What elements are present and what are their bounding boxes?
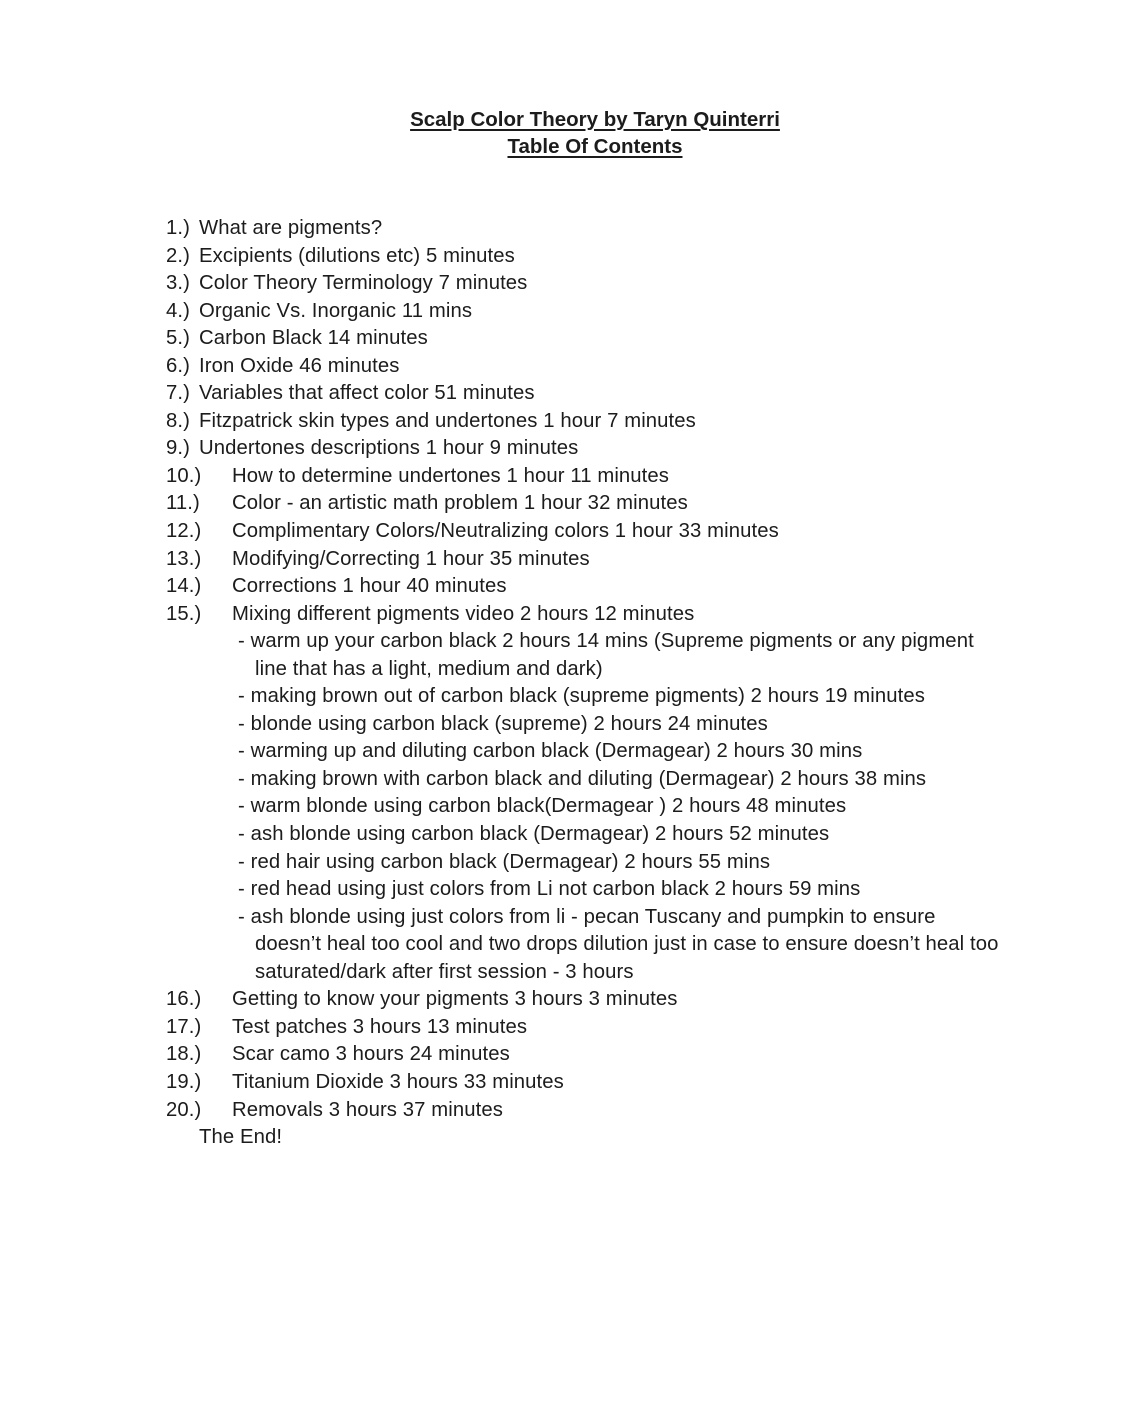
table-of-contents [166,215,1066,1152]
toc-item [166,1014,1066,1042]
toc-item [166,408,1066,436]
toc-item-text: Titanium Dioxide 3 hours 33 minutes [232,1070,564,1093]
toc-item-number: 7.) [166,382,190,405]
toc-item-text: Test patches 3 hours 13 minutes [232,1015,528,1038]
toc-item-number: 9.) [166,437,190,460]
toc-item [166,601,1066,629]
toc-subitem: - ash blonde using carbon black (Dermagear) 2 hours 52 minutes [238,823,830,846]
toc-item-text: Undertones descriptions 1 hour 9 minutes [199,437,579,460]
toc-item-text: Removals 3 hours 37 minutes [232,1098,503,1121]
toc-item-number: 4.) [166,299,190,322]
toc-subitem: - red head using just colors from Li not carbon black 2 hours 59 mins [238,878,861,901]
toc-subitem: - warming up and diluting carbon black (Dermagear) 2 hours 30 mins [238,740,863,763]
toc-subitem: - making brown with carbon black and diluting (Dermagear) 2 hours 38 mins [238,767,927,790]
toc-item [166,435,1066,463]
toc-item [166,380,1066,408]
toc-item-number: 16.) [166,988,202,1011]
toc-item [166,298,1066,326]
toc-item [166,546,1066,574]
toc-item-text: Corrections 1 hour 40 minutes [232,575,507,598]
toc-item [166,243,1066,271]
toc-item-text: Modifying/Correcting 1 hour 35 minutes [232,547,590,570]
toc-item [166,270,1066,298]
toc-item-number: 14.) [166,575,202,598]
toc-item [166,986,1066,1014]
toc-subitem: - warm blonde using carbon black(Dermagear ) 2 hours 48 minutes [238,795,847,818]
toc-item-text: Getting to know your pigments 3 hours 3 minutes [232,988,678,1011]
document-subtitle: Table Of Contents [507,135,683,158]
toc-item-number: 3.) [166,272,190,295]
toc-item-number: 19.) [166,1070,202,1093]
toc-item-text: Complimentary Colors/Neutralizing colors 1 hour 33 minutes [232,520,779,543]
toc-item [166,573,1066,601]
toc-item-text: How to determine undertones 1 hour 11 minutes [232,464,670,487]
toc-item [166,1041,1066,1069]
toc-item-text: Color Theory Terminology 7 minutes [199,272,528,295]
toc-item-text: Variables that affect color 51 minutes [199,382,535,405]
toc-item-number: 1.) [166,217,190,239]
toc-item-text: Scar camo 3 hours 24 minutes [232,1043,510,1066]
toc-subitem-continuation: doesn’t heal too cool and two drops dilution just in case to ensure doesn’t heal too [255,933,999,956]
toc-subitem-continuation: line that has a light, medium and dark) [255,657,603,680]
toc-item-number: 15.) [166,602,202,625]
toc-item-text: What are pigments? [199,217,383,239]
toc-item-text: Fitzpatrick skin types and undertones 1 hour 7 minutes [199,409,696,432]
toc-item [166,325,1066,353]
toc-subitem: - blonde using carbon black (supreme) 2 hours 24 minutes [238,712,768,735]
toc-item-number: 2.) [166,244,190,267]
toc-item-number: 13.) [166,547,202,570]
toc-subitem: - red hair using carbon black (Dermagear) 2 hours 55 mins [238,850,771,873]
toc-item-number: 10.) [166,464,202,487]
toc-item-text: Organic Vs. Inorganic 11 mins [199,299,473,322]
toc-item [166,1097,1066,1125]
toc-item-number: 5.) [166,327,190,350]
toc-item-number: 18.) [166,1043,202,1066]
toc-item-number: 12.) [166,520,202,543]
document-title: Scalp Color Theory by Taryn Quinterri [410,108,780,131]
toc-subitem: - warm up your carbon black 2 hours 14 mins (Supreme pigments or any pigment [238,630,974,653]
toc-item [166,518,1066,546]
toc-subitems [166,628,1066,986]
toc-item [166,1069,1066,1097]
toc-subitem: - making brown out of carbon black (supreme pigments) 2 hours 19 minutes [238,685,925,708]
toc-item-number: 8.) [166,409,190,432]
toc-item-number: 6.) [166,354,190,377]
document-end: The End! [199,1126,283,1149]
toc-item [166,490,1066,518]
toc-item-text: Color - an artistic math problem 1 hour 32 minutes [232,492,688,515]
toc-item-text: Carbon Black 14 minutes [199,327,428,350]
toc-item-text: Iron Oxide 46 minutes [199,354,400,377]
toc-subitem-continuation: saturated/dark after first session - 3 hours [255,960,634,983]
toc-item-number: 17.) [166,1015,202,1038]
toc-item-text: Excipients (dilutions etc) 5 minutes [199,244,515,267]
document-header [0,106,1125,160]
toc-item-text: Mixing different pigments video 2 hours 12 minutes [232,602,695,625]
toc-item [166,463,1066,491]
toc-item-number: 20.) [166,1098,202,1121]
toc-item [166,215,1066,243]
toc-subitem: - ash blonde using just colors from li - pecan Tuscany and pumpkin to ensure [238,905,936,928]
toc-item [166,353,1066,381]
toc-item-number: 11.) [166,492,200,515]
